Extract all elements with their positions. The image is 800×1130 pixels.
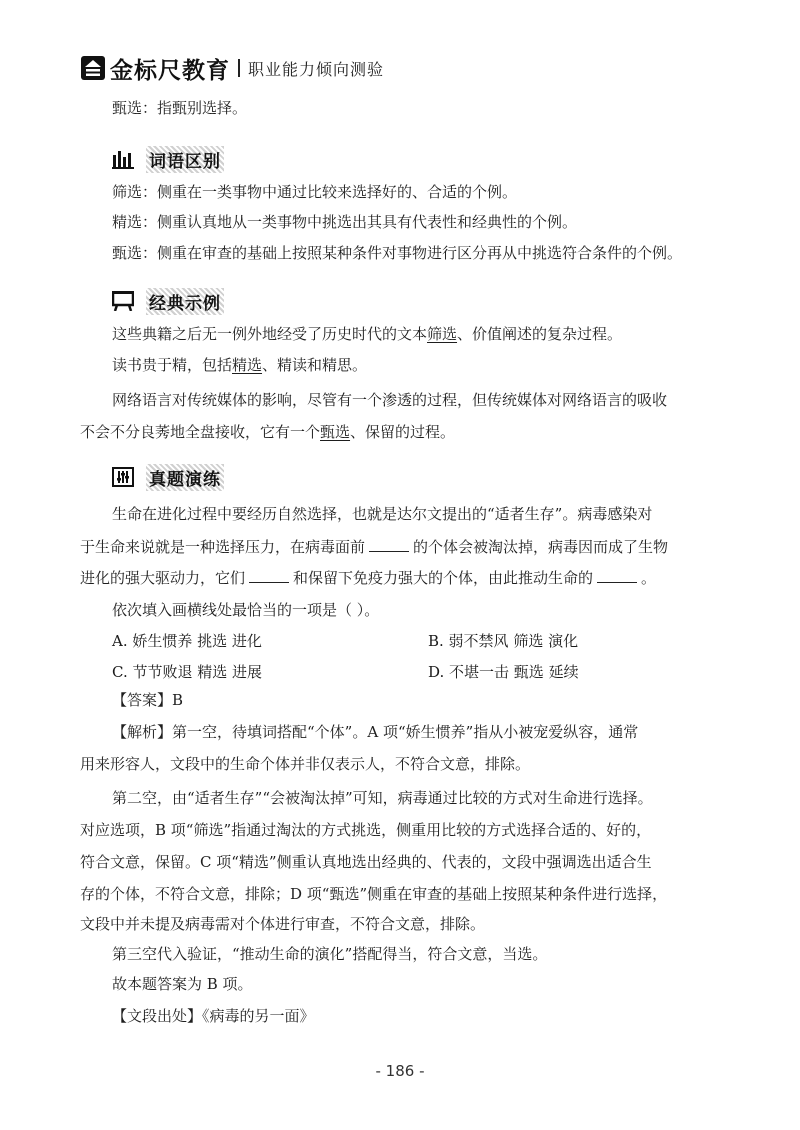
example-sentence — [112, 324, 622, 344]
source-line — [112, 1006, 315, 1026]
section-title: 词语区别 — [146, 146, 224, 173]
example-sentence — [112, 355, 367, 375]
text-segment: 。 — [641, 569, 657, 587]
analysis-line: 文段中并未提及病毒需对个体进行审查，不符合文意，排除。 — [80, 915, 486, 933]
analysis-line: 【解析】第一空，待填词搭配“个体”。A 项“娇生惯养”指从小被宠爱纵容，通常 — [112, 723, 639, 741]
header-subtitle: 职业能力倾向测验 — [248, 59, 385, 79]
answer-line: 【答案】B — [112, 691, 184, 709]
question-line — [80, 568, 656, 588]
analysis-line: 第三空代入验证，“推动生命的演化”搭配得当，符合文意，当选。 — [112, 945, 548, 963]
section-heading-examples — [112, 288, 224, 314]
definition-line: 筛选：侧重在一类事物中通过比较来选择好的、合适的个例。 — [112, 183, 518, 201]
analysis-line: 故本题答案为 B 项。 — [112, 975, 253, 993]
text-segment: 、价值阐述的复杂过程。 — [457, 325, 623, 343]
section-heading-practice — [112, 464, 224, 490]
text-segment: 读书贵于精，包括 — [112, 356, 233, 374]
highlighted-word: 筛选 — [427, 325, 458, 343]
option-c: C. 节节败退 精选 进展 — [112, 663, 263, 681]
blank-1 — [369, 537, 409, 552]
text-segment: 不会不分良莠地全盘接收，它有一个 — [80, 423, 321, 441]
analysis-line: 存的个体，不符合文意，排除；D 项“甄选”侧重在审查的基础上按照某种条件进行选择， — [80, 885, 668, 903]
text-segment: 的个体会被淘汰掉，病毒因而成了生物 — [413, 538, 669, 556]
bar-chart-icon — [112, 149, 134, 169]
example-sentence: 网络语言对传统媒体的影响，尽管有一个渗透的过程，但传统媒体对网络语言的吸收 — [112, 391, 668, 409]
text-segment: 这些典籍之后无一例外地经受了历史时代的文本 — [112, 325, 428, 343]
option-a: A. 娇生惯养 挑选 进化 — [112, 632, 262, 650]
source-title: 《病毒的另一面》 — [202, 1007, 315, 1025]
blank-2 — [249, 568, 289, 583]
text-segment: 、精读和精思。 — [262, 356, 368, 374]
question-prompt: 依次填入画横线处最恰当的一项是（ ）。 — [112, 601, 380, 619]
logo-icon — [80, 55, 106, 81]
analysis-line: 对应选项，B 项“筛选”指通过淘汰的方式挑选，侧重用比较的方式选择合适的、好的， — [80, 821, 652, 839]
section-heading-word-difference — [112, 146, 224, 172]
definition-line: 精选：侧重认真地从一类事物中挑选出其具有代表性和经典性的个例。 — [112, 213, 578, 231]
sliders-icon — [112, 467, 134, 487]
page-number: - 186 - — [375, 1062, 425, 1080]
brand-name: 金标尺教育 — [110, 57, 230, 84]
question-line: 生命在进化过程中要经历自然选择，也就是达尔文提出的“适者生存”。病毒感染对 — [112, 505, 653, 523]
analysis-line: 符合文意，保留。C 项“精选”侧重认真地选出经典的、代表的，文段中强调选出适合生 — [80, 853, 652, 871]
question-line — [80, 537, 668, 557]
top-line: 甄选：指甄别选择。 — [112, 99, 248, 117]
highlighted-word: 精选 — [232, 356, 263, 374]
highlighted-word: 甄选 — [320, 423, 351, 441]
option-b: B. 弱不禁风 筛选 演化 — [428, 632, 579, 650]
header-divider — [238, 59, 240, 77]
example-sentence-continued — [80, 422, 455, 442]
text-segment: 、保留的过程。 — [350, 423, 456, 441]
source-label: 【文段出处】 — [112, 1007, 203, 1025]
text-segment: 于生命来说就是一种选择压力，在病毒面前 — [80, 538, 366, 556]
text-segment: 进化的强大驱动力，它们 — [80, 569, 246, 587]
option-d: D. 不堪一击 甄选 延续 — [428, 663, 579, 681]
analysis-line: 用来形容人，文段中的生命个体并非仅表示人，不符合文意，排除。 — [80, 755, 531, 773]
header — [80, 52, 384, 84]
section-title: 经典示例 — [146, 288, 224, 315]
presentation-board-icon — [112, 291, 134, 311]
text-segment: 和保留下免疫力强大的个体，由此推动生命的 — [293, 569, 594, 587]
definition-line: 甄选：侧重在审查的基础上按照某种条件对事物进行区分再从中挑选符合条件的个例。 — [112, 244, 683, 262]
section-title: 真题演练 — [146, 464, 224, 491]
analysis-line: 第二空，由“适者生存”“会被淘汰掉”可知，病毒通过比较的方式对生命进行选择。 — [112, 789, 653, 807]
blank-3 — [597, 568, 637, 583]
